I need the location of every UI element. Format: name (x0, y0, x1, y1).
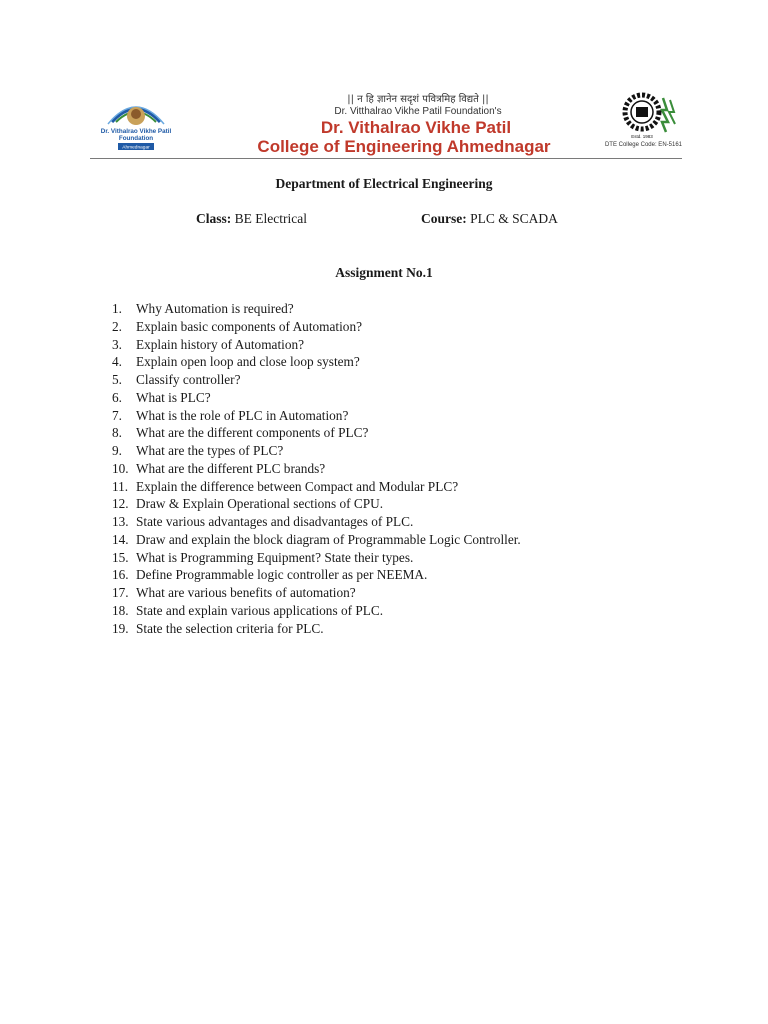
question-text: State and explain various applications of PLC. (136, 602, 384, 618)
department-heading: Department of Electrical Engineering (275, 176, 493, 191)
question-number: 7. (112, 407, 122, 423)
question-text: Why Automation is required? (136, 301, 294, 316)
question-text: Explain open loop and close loop system? (136, 354, 360, 370)
question-text: What is PLC? (136, 389, 211, 405)
question-text: Explain basic components of Automation? (136, 318, 363, 334)
list-item (112, 531, 521, 549)
college-seal-icon (618, 90, 680, 140)
question-number: 3. (112, 336, 122, 352)
logo-text-line2: Foundation (118, 135, 154, 142)
question-text: Draw and explain the block diagram of Programmable Logic Controller. (136, 531, 521, 547)
question-number: 17. (112, 585, 129, 600)
list-item (112, 424, 521, 442)
question-number: 12. (112, 496, 129, 512)
question-text: State the selection criteria for PLC. (136, 620, 324, 636)
list-item (112, 602, 521, 620)
foundation-name: Dr. Vitthalrao Vikhe Patil Foundation's (334, 106, 502, 117)
motto: || न हि ज्ञानेन सदृशं पवित्रमिह विद्यते || (347, 94, 489, 105)
question-number: 10. (112, 460, 129, 476)
question-number: 4. (112, 354, 122, 370)
list-item (112, 407, 521, 425)
question-text: What are the different components of PLC? (136, 425, 369, 441)
question-number: 11. (112, 478, 129, 494)
question-text: What are the different PLC brands? (136, 460, 326, 476)
logo-text-line1: Dr. Vithalrao Vikhe Patil (100, 128, 172, 135)
class-field (196, 211, 307, 227)
question-text: State various advantages and disadvantages of PLC. (136, 514, 414, 529)
question-number: 19. (112, 620, 129, 636)
question-text: What is Programming Equipment? State their types. (136, 549, 414, 565)
logo-text-line3: Ahmednagar (122, 145, 150, 151)
question-text: Define Programmable logic controller as per NEEMA. (136, 567, 428, 583)
list-item (112, 336, 521, 354)
assignment-title: Assignment No.1 (335, 265, 433, 280)
seal-text: Estd. 1983 (631, 134, 653, 139)
question-number: 9. (112, 443, 122, 458)
letterhead (90, 90, 682, 159)
course-field (421, 211, 558, 227)
question-text: Classify controller? (136, 372, 241, 387)
question-number: 18. (112, 602, 129, 618)
list-item (112, 353, 521, 371)
question-number: 6. (112, 389, 122, 405)
list-item (112, 478, 521, 496)
question-text: Explain history of Automation? (136, 336, 305, 352)
list-item (112, 495, 521, 513)
class-value: BE Electrical (234, 211, 307, 226)
list-item (112, 442, 521, 460)
question-number: 13. (112, 514, 129, 529)
list-item (112, 584, 521, 602)
question-number: 14. (112, 531, 129, 547)
letterhead-text (208, 90, 628, 156)
question-text: What are various benefits of automation? (136, 585, 356, 600)
question-number: 1. (112, 301, 122, 316)
list-item (112, 460, 521, 478)
question-number: 2. (112, 318, 122, 334)
list-item (112, 549, 521, 567)
list-item (112, 513, 521, 531)
college-name-line2: College of Engineering Ahmednagar (257, 137, 551, 156)
question-text: What are the types of PLC? (136, 443, 284, 458)
question-number: 8. (112, 425, 122, 441)
course-label: Course: (421, 211, 467, 226)
question-text: What is the role of PLC in Automation? (136, 407, 349, 423)
list-item (112, 389, 521, 407)
dte-college-code: DTE College Code: EN-5161 (604, 142, 682, 148)
question-text: Draw & Explain Operational sections of CPU. (136, 496, 384, 512)
list-item (112, 566, 521, 584)
question-list (112, 300, 521, 637)
class-label: Class: (196, 211, 232, 226)
question-number: 5. (112, 372, 122, 387)
course-value: PLC & SCADA (470, 211, 558, 226)
list-item (112, 318, 521, 336)
list-item (112, 620, 521, 638)
question-number: 16. (112, 567, 129, 583)
college-name-line1: Dr. Vithalrao Vikhe Patil (320, 118, 512, 137)
foundation-logo (90, 92, 182, 154)
list-item (112, 300, 521, 318)
question-text: Explain the difference between Compact and Modular PLC? (136, 478, 459, 494)
question-number: 15. (112, 549, 129, 565)
list-item (112, 371, 521, 389)
